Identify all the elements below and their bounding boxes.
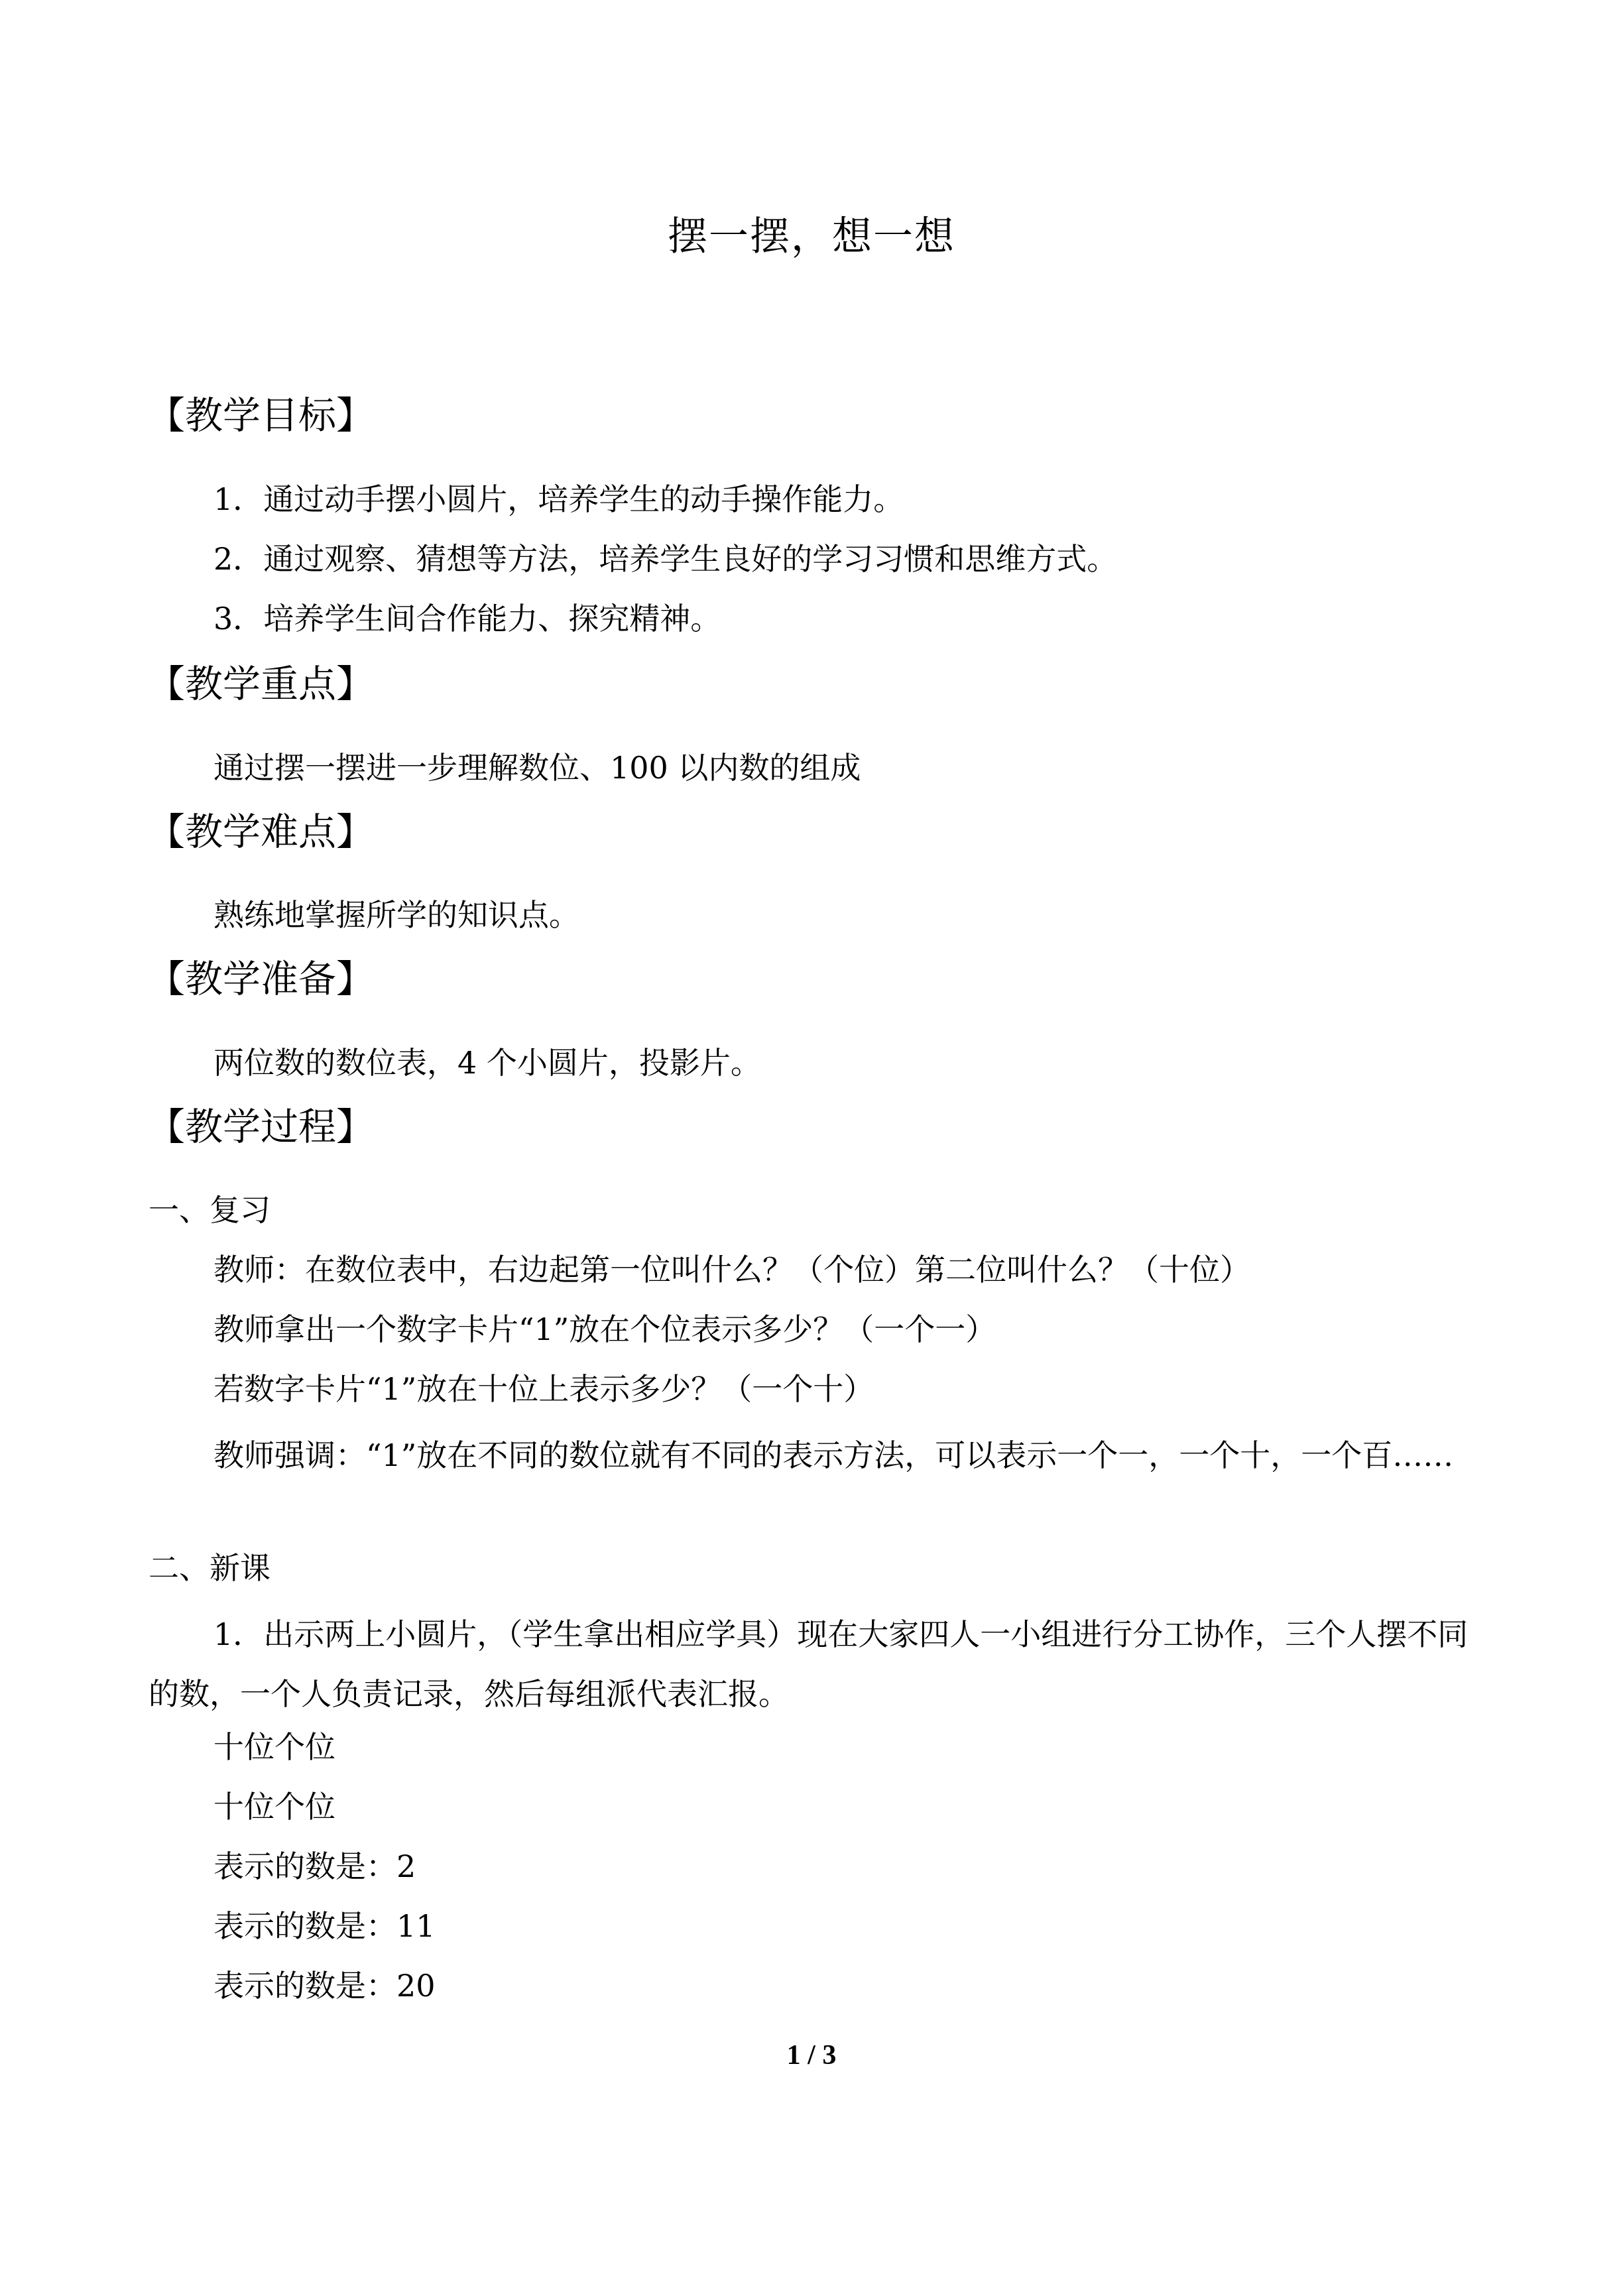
section-heading-preparation: 【教学准备】 (147, 957, 374, 1001)
page-number: 1 / 3 (786, 2040, 837, 2071)
result-line-2: 表示的数是：11 (213, 1908, 436, 1944)
document-title: 摆一摆，想一想 (668, 213, 955, 260)
new-lesson-heading: 二、新课 (149, 1550, 270, 1586)
result-line-3: 表示的数是：20 (213, 1968, 436, 2004)
section-heading-goals: 【教学目标】 (147, 394, 374, 438)
place-label-2: 十位个位 (213, 1789, 335, 1825)
review-line-3: 若数字卡片“1”放在十位上表示多少？（一个十） (213, 1371, 874, 1407)
preparation-text: 两位数的数位表，4 个小圆片，投影片。 (213, 1045, 761, 1081)
key-point-text: 通过摆一摆进一步理解数位、100 以内数的组成 (213, 750, 861, 786)
review-line-2: 教师拿出一个数字卡片“1”放在个位表示多少？（一个一） (213, 1311, 996, 1347)
review-heading: 一、复习 (149, 1192, 270, 1228)
section-heading-process: 【教学过程】 (147, 1105, 374, 1149)
new-lesson-activity: 1．出示两上小圆片，（学生拿出相应学具）现在大家四人一小组进行分工协作，三个人摆不同的数，一个人负责记录，然后每组派代表汇报。 (149, 1616, 1469, 1712)
goal-item-1: 1．通过动手摆小圆片，培养学生的动手操作能力。 (213, 481, 904, 517)
goal-item-2: 2．通过观察、猜想等方法，培养学生良好的学习习惯和思维方式。 (213, 541, 1118, 577)
goal-item-3: 3．培养学生间合作能力、探究精神。 (213, 601, 721, 636)
review-line-1: 教师：在数位表中，右边起第一位叫什么？（个位）第二位叫什么？（十位） (213, 1252, 1250, 1288)
section-heading-difficulty: 【教学难点】 (147, 810, 374, 854)
section-heading-key: 【教学重点】 (147, 662, 374, 706)
place-label-1: 十位个位 (213, 1729, 335, 1765)
difficulty-text: 熟练地掌握所学的知识点。 (213, 897, 579, 933)
result-line-1: 表示的数是：2 (213, 1848, 416, 1884)
review-emphasis: 教师强调：“1”放在不同的数位就有不同的表示方法，可以表示一个一，一个十，一个百…… (213, 1437, 1454, 1473)
